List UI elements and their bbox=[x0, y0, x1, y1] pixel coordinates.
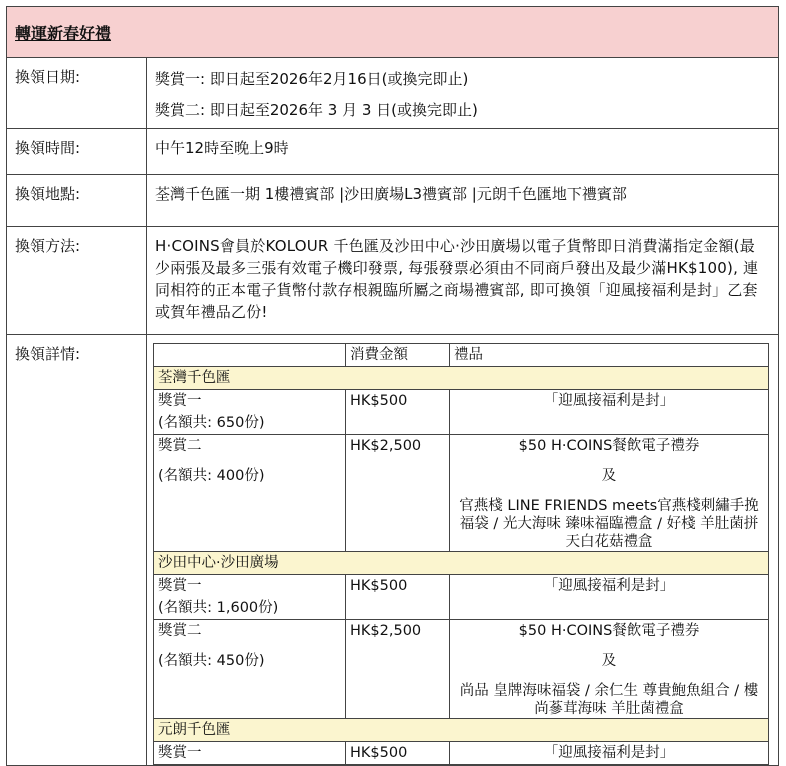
gift-line: $50 H·COINS餐飲電子禮券 bbox=[518, 623, 700, 639]
reward-2-date: 獎賞二: 即日起至2026年 3 月 3 日(或換完即止) bbox=[155, 101, 478, 119]
section-row bbox=[154, 552, 769, 575]
title-row bbox=[7, 7, 779, 58]
reward-quota: (名額共: 650份) bbox=[158, 415, 265, 431]
redeem-time-value: 中午12時至晚上9時 bbox=[147, 129, 779, 175]
reward-amount: HK$500 bbox=[346, 390, 450, 435]
page-title: 轉運新春好禮 bbox=[15, 23, 112, 43]
gift-line: 及 bbox=[601, 653, 617, 669]
section-row bbox=[154, 367, 769, 390]
redeem-place-row bbox=[7, 175, 779, 227]
redeem-method-label: 換領方法: bbox=[7, 227, 147, 335]
redeem-details-value bbox=[147, 335, 779, 766]
reward-1-date: 獎賞一: 即日起至2026年2月16日(或換完即止) bbox=[155, 70, 469, 88]
reward-quota: (名額共: 400份) bbox=[158, 468, 265, 484]
rewards-table bbox=[153, 343, 769, 765]
section-name: 元朗千色匯 bbox=[154, 719, 769, 742]
reward-name: 獎賞二 bbox=[158, 438, 202, 454]
reward-quota: (名額共: 1,600份) bbox=[158, 600, 279, 616]
redeem-details-row bbox=[7, 335, 779, 766]
reward-amount: HK$2,500 bbox=[346, 620, 450, 719]
reward-amount: HK$500 bbox=[346, 575, 450, 620]
header-reward bbox=[154, 344, 346, 367]
reward-name: 獎賞一 bbox=[158, 393, 202, 409]
rewards-header-row bbox=[154, 344, 769, 367]
gift-line: 官燕棧 LINE FRIENDS meets官燕棧刺繡手挽福袋 / 光大海味 臻味福臨禮盒 / 好棧 羊肚菌拼天白花菇禮盒 bbox=[459, 498, 759, 550]
gift-line: 「迎風接福利是封」 bbox=[543, 393, 675, 409]
gift-line: 「迎風接福利是封」 bbox=[543, 578, 675, 594]
reward-gift bbox=[450, 742, 769, 765]
reward-cell bbox=[154, 575, 346, 620]
reward-row bbox=[154, 435, 769, 552]
reward-cell bbox=[154, 435, 346, 552]
redeem-method-row bbox=[7, 227, 779, 335]
reward-gift bbox=[450, 575, 769, 620]
header-amount: 消費金額 bbox=[346, 344, 450, 367]
gift-line: 及 bbox=[601, 468, 617, 484]
reward-cell bbox=[154, 742, 346, 765]
campaign-info-table bbox=[6, 6, 779, 766]
redeem-time-row bbox=[7, 129, 779, 175]
section-row bbox=[154, 719, 769, 742]
reward-quota: (名額共: 450份) bbox=[158, 653, 265, 669]
reward-row bbox=[154, 620, 769, 719]
gift-line: $50 H·COINS餐飲電子禮券 bbox=[518, 438, 700, 454]
redeem-time-label: 換領時間: bbox=[7, 129, 147, 175]
reward-name: 獎賞一 bbox=[158, 578, 202, 594]
gift-line: 「迎風接福利是封」 bbox=[543, 745, 675, 761]
redeem-date-value bbox=[147, 58, 779, 129]
reward-gift bbox=[450, 435, 769, 552]
redeem-details-label: 換領詳情: bbox=[7, 335, 147, 766]
reward-amount: HK$2,500 bbox=[346, 435, 450, 552]
redeem-date-label: 換領日期: bbox=[7, 58, 147, 129]
redeem-date-row bbox=[7, 58, 779, 129]
redeem-place-value: 荃灣千色匯一期 1樓禮賓部 |沙田廣場L3禮賓部 |元朗千色匯地下禮賓部 bbox=[147, 175, 779, 227]
header-gift: 禮品 bbox=[450, 344, 769, 367]
section-name: 荃灣千色匯 bbox=[154, 367, 769, 390]
reward-gift bbox=[450, 620, 769, 719]
reward-name: 獎賞一 bbox=[158, 745, 202, 761]
redeem-place-label: 換領地點: bbox=[7, 175, 147, 227]
reward-row bbox=[154, 742, 769, 765]
redeem-method-value: H·COINS會員於KOLOUR 千色匯及沙田中心·沙田廣場以電子貨幣即日消費滿指定金額(最少兩張及最多三張有效電子機印發票, 每張發票必須由不同商戶發出及最少滿HK$100), 連同相符的正本電子貨幣付款存根親臨所屬之商場禮賓部, 即可換領「迎風接福利是封」乙套或賀年禮品乙份! bbox=[147, 227, 779, 335]
reward-row bbox=[154, 575, 769, 620]
reward-amount: HK$500 bbox=[346, 742, 450, 765]
reward-name: 獎賞二 bbox=[158, 623, 202, 639]
reward-gift bbox=[450, 390, 769, 435]
title-cell bbox=[7, 7, 779, 58]
reward-row bbox=[154, 390, 769, 435]
gift-line: 尚品 皇牌海味福袋 / 余仁生 尊貴鮑魚組合 / 樓尚蔘茸海味 羊肚菌禮盒 bbox=[459, 683, 759, 717]
section-name: 沙田中心·沙田廣場 bbox=[154, 552, 769, 575]
reward-cell bbox=[154, 620, 346, 719]
reward-cell bbox=[154, 390, 346, 435]
